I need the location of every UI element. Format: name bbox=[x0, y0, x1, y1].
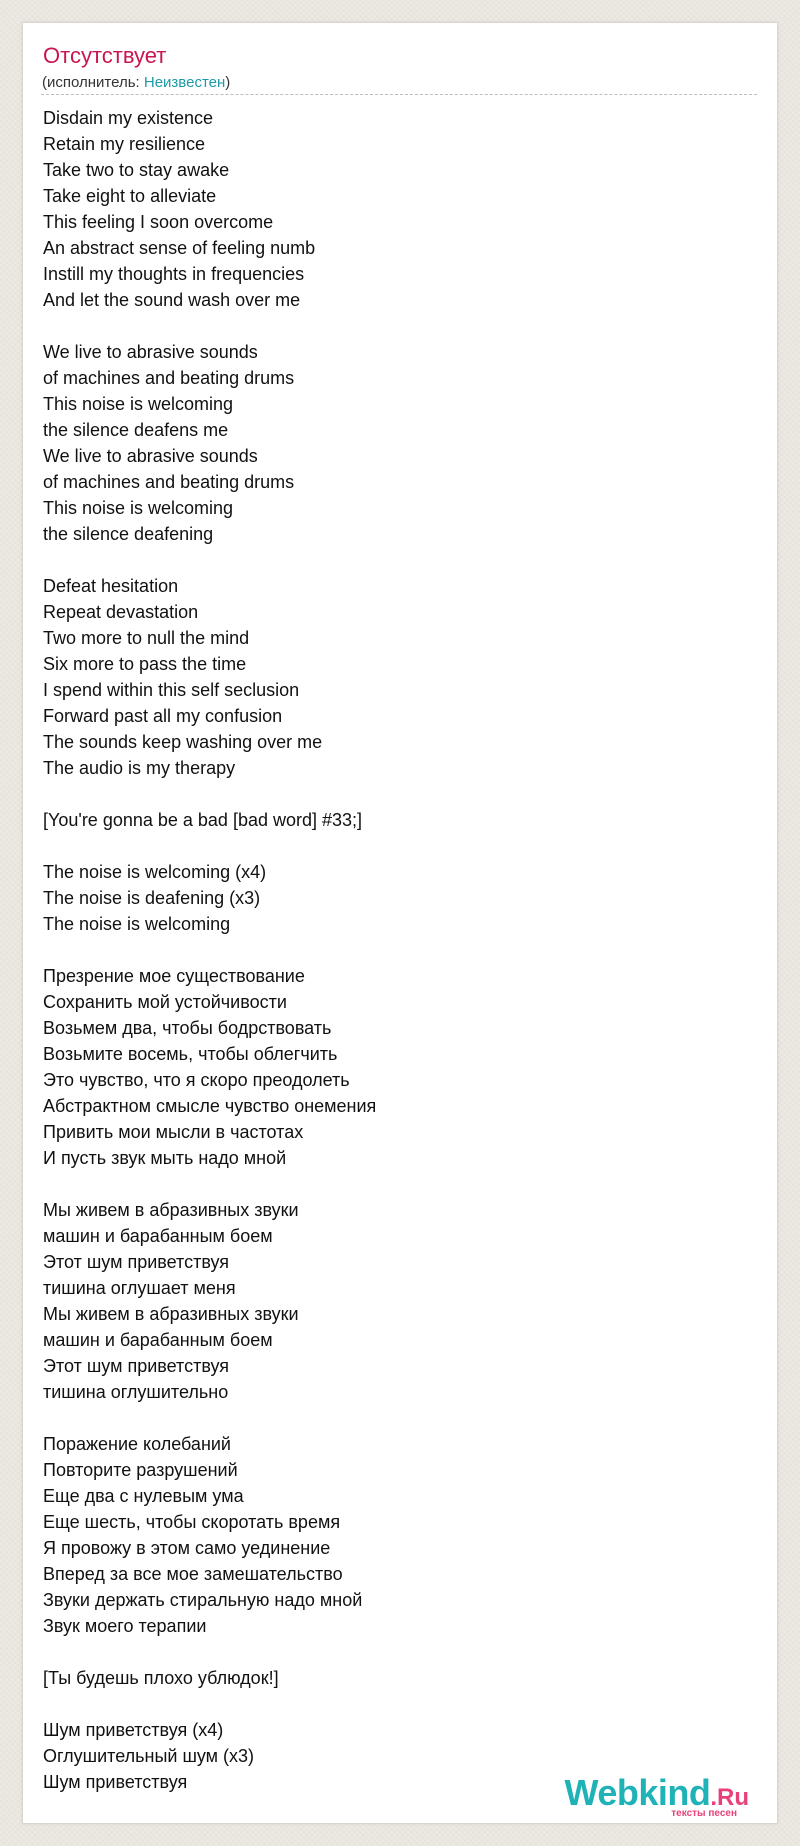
lyric-line: [Ты будешь плохо ублюдок!] bbox=[43, 1668, 279, 1688]
lyric-line: An abstract sense of feeling numb bbox=[43, 238, 316, 258]
lyric-line: We live to abrasive sounds bbox=[43, 342, 258, 362]
lyric-line: Two more to null the mind bbox=[43, 628, 250, 648]
lyric-line: машин и барабанным боем bbox=[43, 1226, 273, 1246]
lyric-line: The sounds keep washing over me bbox=[43, 732, 323, 752]
lyric-line: Сохранить мой устойчивости bbox=[43, 992, 287, 1012]
lyric-line: Шум приветствуя bbox=[43, 1772, 188, 1792]
lyric-line: the silence deafens me bbox=[43, 420, 229, 440]
lyric-stanza bbox=[43, 573, 743, 781]
lyric-stanza bbox=[43, 1197, 743, 1405]
lyric-line: Six more to pass the time bbox=[43, 654, 247, 674]
lyric-line: Мы живем в абразивных звуки bbox=[43, 1304, 299, 1324]
lyric-line: И пусть звук мыть надо мной bbox=[43, 1148, 287, 1168]
song-title: Отсутствует bbox=[43, 43, 167, 68]
logo-wordmark bbox=[564, 1772, 749, 1813]
logo-name: Webkind bbox=[564, 1772, 711, 1813]
logo-tagline: тексты песен bbox=[671, 1808, 737, 1819]
lyric-line: Шум приветствуя (x4) bbox=[43, 1720, 224, 1740]
lyric-line: Repeat devastation bbox=[43, 602, 199, 622]
lyric-line: Привить мои мысли в частотах bbox=[43, 1122, 304, 1142]
lyric-line: Звуки держать стиральную надо мной bbox=[43, 1590, 363, 1610]
lyric-line: машин и барабанным боем bbox=[43, 1330, 273, 1350]
artist-prefix: (исполнитель: bbox=[42, 74, 144, 91]
lyric-line: Это чувство, что я скоро преодолеть bbox=[43, 1070, 350, 1090]
lyric-line: the silence deafening bbox=[43, 524, 214, 544]
lyric-stanza bbox=[43, 859, 743, 937]
lyric-line: We live to abrasive sounds bbox=[43, 446, 258, 466]
artist-suffix: ) bbox=[225, 74, 231, 91]
lyric-line: And let the sound wash over me bbox=[43, 290, 301, 310]
lyric-stanza bbox=[43, 807, 743, 833]
lyric-line: Звук моего терапии bbox=[43, 1616, 207, 1636]
lyrics-card bbox=[22, 22, 778, 1824]
lyric-stanza bbox=[43, 105, 743, 313]
lyric-line: Возьмите восемь, чтобы облегчить bbox=[43, 1044, 338, 1064]
logo-tld: .Ru bbox=[710, 1784, 749, 1811]
lyric-stanza bbox=[43, 1431, 743, 1639]
lyric-line: Defeat hesitation bbox=[43, 576, 179, 596]
lyric-line: Disdain my existence bbox=[43, 108, 214, 128]
lyric-line: Оглушительный шум (x3) bbox=[43, 1746, 255, 1766]
lyric-line: Презрение мое существование bbox=[43, 966, 305, 986]
lyric-line: Retain my resilience bbox=[43, 134, 206, 154]
lyric-line: Instill my thoughts in frequencies bbox=[43, 264, 305, 284]
lyric-line: The audio is my therapy bbox=[43, 758, 236, 778]
artist-link[interactable]: Неизвестен bbox=[143, 74, 226, 91]
lyric-line: тишина оглушительно bbox=[43, 1382, 229, 1402]
lyric-line: [You're gonna be a bad [bad word] #33;] bbox=[43, 810, 363, 830]
lyric-line: The noise is welcoming bbox=[43, 914, 231, 934]
lyrics-text bbox=[43, 105, 743, 1795]
lyric-line: Вперед за все мое замешательство bbox=[43, 1564, 343, 1584]
lyric-stanza bbox=[43, 963, 743, 1171]
lyric-line: Take two to stay awake bbox=[43, 160, 230, 180]
lyric-stanza bbox=[43, 339, 743, 547]
lyric-line: Еще два с нулевым ума bbox=[43, 1486, 244, 1506]
lyric-line: of machines and beating drums bbox=[43, 368, 295, 388]
lyric-line: Еще шесть, чтобы скоротать время bbox=[43, 1512, 341, 1532]
lyric-line: This feeling I soon overcome bbox=[43, 212, 274, 232]
lyric-line: Take eight to alleviate bbox=[43, 186, 217, 206]
lyric-line: This noise is welcoming bbox=[43, 498, 234, 518]
lyric-line: Мы живем в абразивных звуки bbox=[43, 1200, 299, 1220]
lyric-line: Абстрактном смысле чувство онемения bbox=[43, 1096, 377, 1116]
title-divider bbox=[41, 94, 757, 95]
lyric-line: Forward past all my confusion bbox=[43, 706, 283, 726]
artist-line bbox=[42, 73, 230, 93]
lyric-line: Этот шум приветствуя bbox=[43, 1356, 230, 1376]
lyric-line: The noise is deafening (x3) bbox=[43, 888, 261, 908]
site-logo[interactable] bbox=[564, 1772, 749, 1819]
lyric-line: Возьмем два, чтобы бодрствовать bbox=[43, 1018, 332, 1038]
lyric-line: of machines and beating drums bbox=[43, 472, 295, 492]
lyric-line: Я провожу в этом само уединение bbox=[43, 1538, 331, 1558]
lyric-line: тишина оглушает меня bbox=[43, 1278, 236, 1298]
lyric-line: Поражение колебаний bbox=[43, 1434, 231, 1454]
lyric-line: Этот шум приветствуя bbox=[43, 1252, 230, 1272]
lyric-line: I spend within this self seclusion bbox=[43, 680, 300, 700]
lyric-stanza bbox=[43, 1665, 743, 1691]
lyric-line: Повторите разрушений bbox=[43, 1460, 238, 1480]
lyric-line: This noise is welcoming bbox=[43, 394, 234, 414]
lyric-line: The noise is welcoming (x4) bbox=[43, 862, 267, 882]
